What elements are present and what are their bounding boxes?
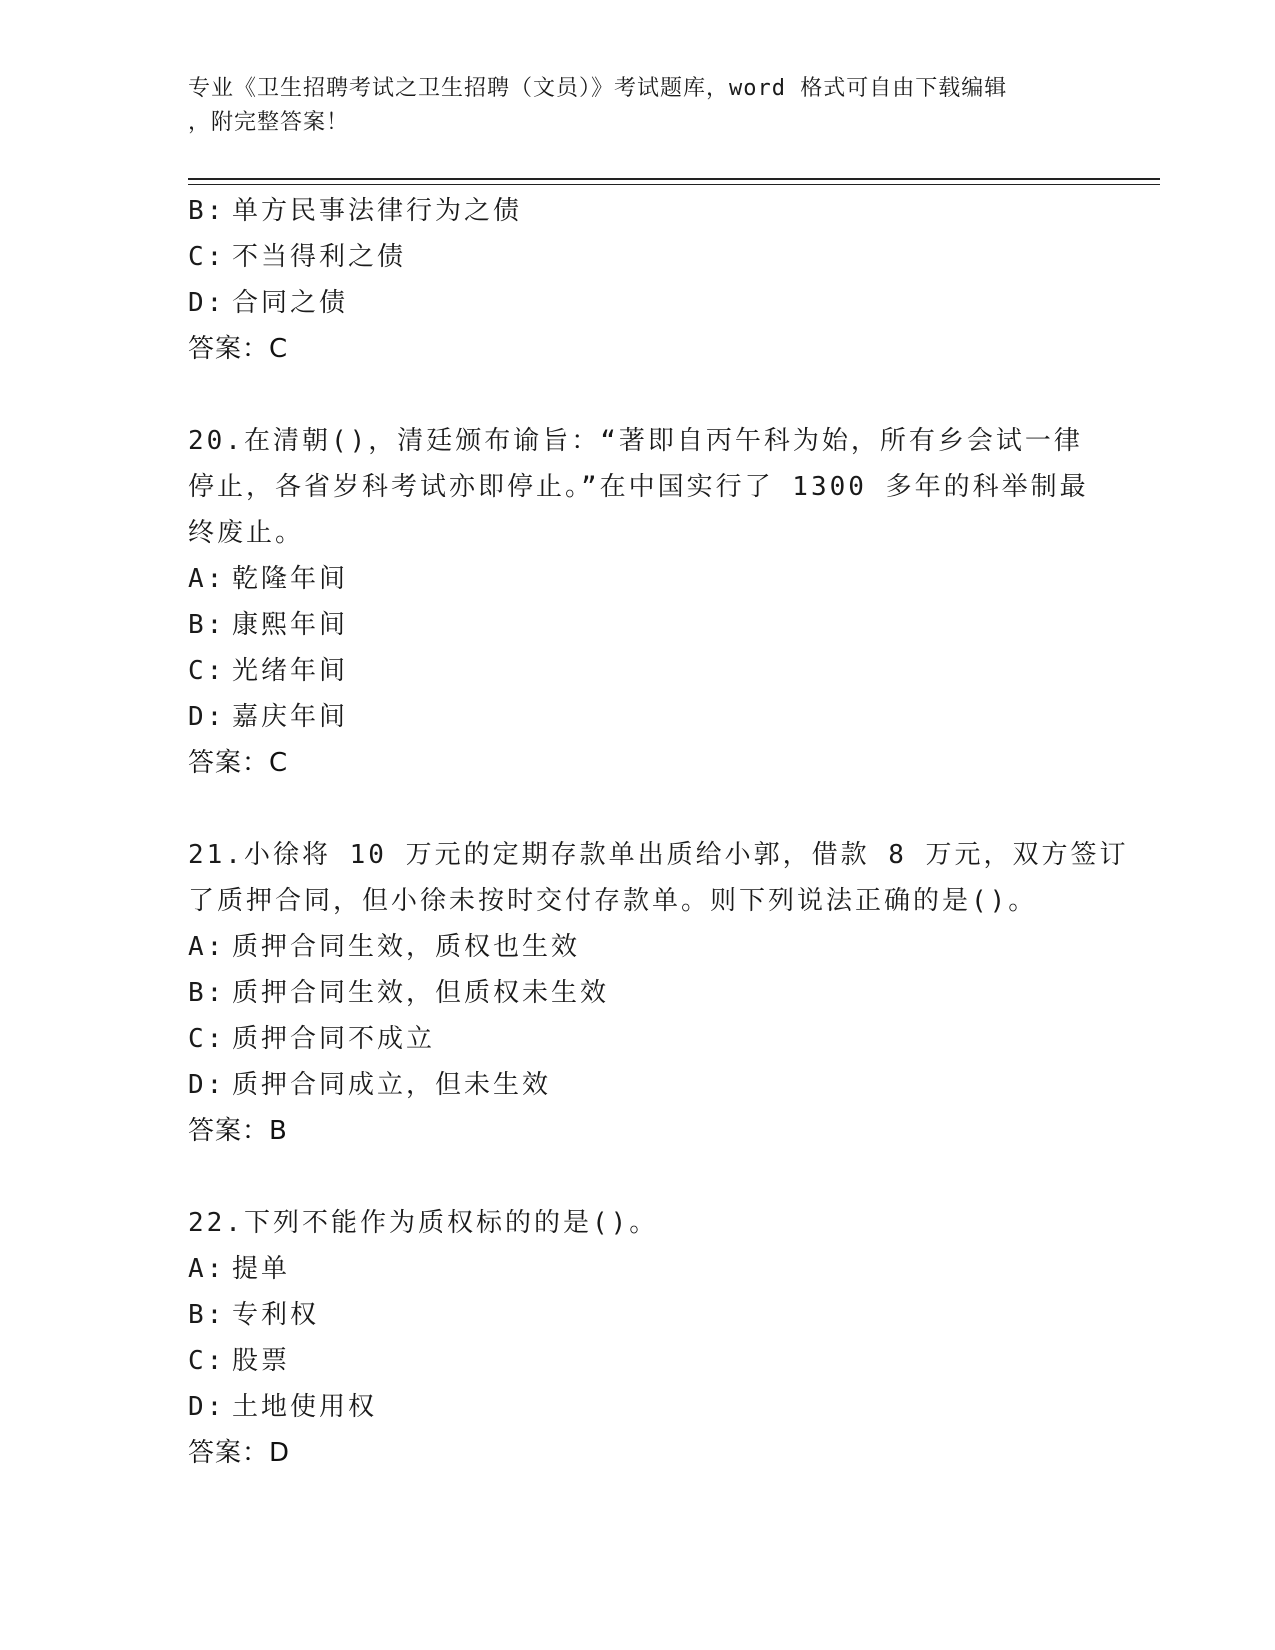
answer-line: 答案：B: [188, 1116, 288, 1146]
question-text-line: 20.在清朝()，清廷颁布谕旨：“著即自丙午科为始，所有乡会试一律: [188, 426, 1083, 456]
option-b: B: 单方民事法律行为之债: [188, 196, 523, 226]
question-text-line: 终废止。: [188, 518, 305, 548]
question-text-line: 停止，各省岁科考试亦即停止。”在中国实行了 1300 多年的科举制最: [188, 472, 1089, 502]
option-a: A: 质押合同生效，质权也生效: [188, 932, 581, 962]
question-21: [188, 832, 1129, 1154]
option-c: C: 不当得利之债: [188, 242, 407, 272]
option-d: D: 质押合同成立，但未生效: [188, 1070, 552, 1100]
answer-line: 答案：C: [188, 748, 289, 778]
answer-line: 答案：D: [188, 1438, 291, 1468]
question-text-line: 了质押合同，但小徐未按时交付存款单。则下列说法正确的是()。: [188, 886, 1038, 916]
option-b: B: 康熙年间: [188, 610, 349, 640]
option-a: A: 提单: [188, 1254, 291, 1284]
header-title-line-2: ，附完整答案！: [188, 110, 350, 135]
option-c: C: 光绪年间: [188, 656, 349, 686]
question-text-line: 22.下列不能作为质权标的的是()。: [188, 1208, 659, 1238]
question-19-continuation: [188, 188, 1088, 372]
question-22: [188, 1200, 1088, 1476]
option-d: D: 嘉庆年间: [188, 702, 349, 732]
question-list: [188, 188, 1129, 1476]
option-c: C: 质押合同不成立: [188, 1024, 436, 1054]
answer-line: 答案：C: [188, 334, 289, 364]
option-d: D: 合同之债: [188, 288, 349, 318]
document-header: [188, 72, 1088, 140]
header-divider-thin: [188, 184, 1160, 185]
header-title-line-1: 专业《卫生招聘考试之卫生招聘（文员）》考试题库，word 格式可自由下载编辑: [188, 76, 1008, 101]
question-20: [188, 418, 1088, 786]
option-a: A: 乾隆年间: [188, 564, 349, 594]
question-text-line: 21.小徐将 10 万元的定期存款单出质给小郭，借款 8 万元，双方签订: [188, 840, 1129, 870]
option-b: B: 专利权: [188, 1300, 320, 1330]
option-d: D: 土地使用权: [188, 1392, 378, 1422]
option-b: B: 质押合同生效，但质权未生效: [188, 978, 610, 1008]
option-c: C: 股票: [188, 1346, 291, 1376]
header-divider-thick: [188, 178, 1160, 180]
